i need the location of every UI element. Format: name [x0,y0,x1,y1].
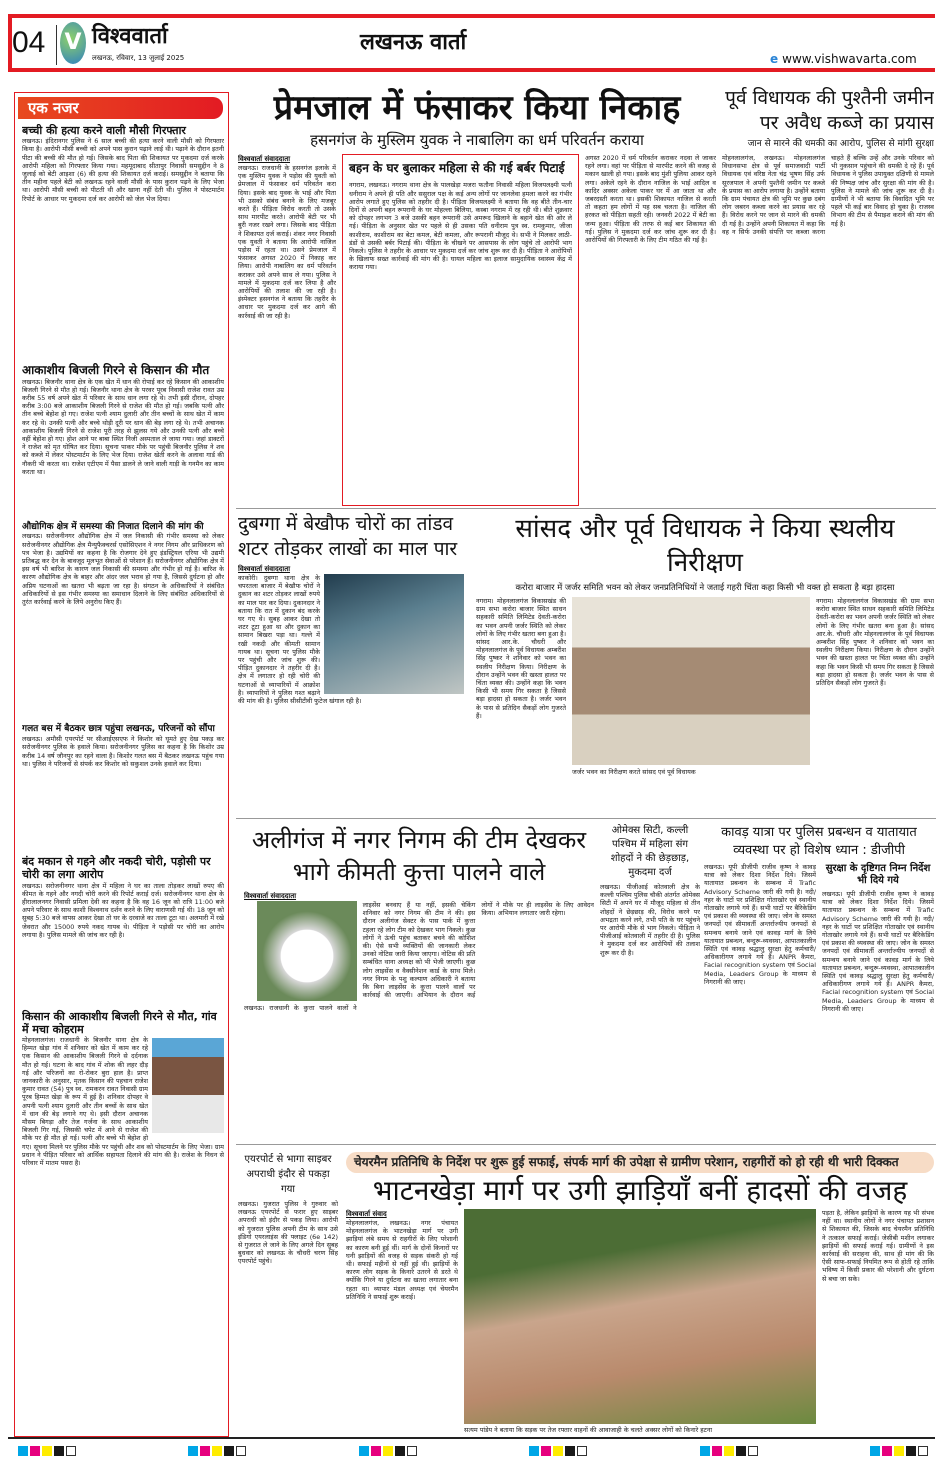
inspection-photo [572,597,810,765]
kawad-headline: कावड़ यात्रा पर पुलिस प्रबन्धन व यातायात व्यवस्था पर हो विशेष ध्यान : डीजीपी [721,825,917,858]
box-body: नगराम, लखनऊ। नगराम थाना क्षेत्र के पालखेड़ा मजरा फतौना निवासी महिला विजयलक्ष्मी पत्नी धनीराम ने अपने ही पति और ससुराल पक्ष के कई अन्य लोगों पर जानलेवा हमला करने का गंभीर आरोप लगाते हुए पुलिस को तहरीर दी है। पीड़िता विजयलक्ष्मी ने बताया कि वह बीते तीन-चार दिनों से अपनी बहन रूपरानी के घर मोहल्ला बिलिया, कस्बा नगराम में रह रही थी। बीते शुक्रवार को दोपहर लगभग 3 बजे उसकी बहन रूपरानी उसे अमरूद खिलाने के बहाने खेत की ओर ले गई। पीड़िता के अनुसार खेत पर पहले से ही उसका पति धनीराम पुत्र स्व. रामकुमार, जीजा काशीराम, काशीराम का बेटा कमल, बेटी कमला, और रूपरानी मौजूद थे। सभी ने मिलकर लाठी-डंडों से उसकी बर्बर पिटाई की। पीड़िता के चीखने पर आसपास के लोग पहुंचे तो आरोपी भाग निकले। पुलिस ने तहरीर के आधार पर मुकदमा दर्ज कर जांच शुरू कर दी है। पीड़िता ने आरोपियों के खिलाफ सख्त कार्रवाई की मांग की है। घायल महिला का इलाज सामुदायिक स्वास्थ्य केंद्र में कराया गया। [349,181,572,272]
theft-story [238,512,464,814]
theft-story-headline: दुबग्गा में बेखौफ चोरों का तांडव शटर तोड़कर लाखों का माल पार [238,513,458,560]
story-body: मोहनलालगंज। राजधानी के बिजनौर थाना क्षेत्र के हिम्मत खेड़ा गांव में शनिवार को खेत में काम कर रहे एक किसान की आकाशीय बिजली गिरने से दर्दनाक मौत हो गई। घटना के बाद गांव में शोक की लहर दौड़ गई और परिजनों का रो-रोकर बुरा हाल है। प्राप्त जानकारी के अनुसार, मृतक किसान की पहचान राजेश कुमार रावत (54) पुत्र स्व. रामकरन रावत निवासी ग्राम पूरब हिम्मत खेड़ा के रूप में हुई है। शनिवार दोपहर वे अपनी पत्नी श्याम दुलारी और तीन बच्चों के साथ खेत में धान की बेड़ लगाने गए थे। इसी दौरान अचानक मौसम बिगड़ा और तेज गर्जना के साथ आकाशीय बिजली गिर गई, जिसकी चपेट में आने से राजेश की मौके पर ही मौत हो गई। पत्नी और बच्चे भी बेहोश हो गए। सूचना मिलने पर पुलिस मौके पर पहुंची और शव को पोस्टमार्टम के लिए भेजा। ग्राम प्रधान ने पीड़ित परिवार को आर्थिक सहायता दिलाने की मांग की है। राजेश के निधन से परिवार में मातम पसरा है। [22,1035,224,1167]
harass-story [600,824,700,1140]
sidebar-story [22,1006,224,1432]
road-body: मोहनलालगंज, लखनऊ। नगर पंचायत मोहनलालगंज के भाटनखेड़ा मार्ग पर उगी झाड़ियां लंबे समय से राहगीरों के लिए परेशानी का कारण बनी हुई थीं। मार्ग के दोनों किनारों पर घनी झाड़ियों की वजह से सड़क संकरी हो गई थी। सफाई महीनों से नहीं हुई थी। झाड़ियों के कारण लोग सड़क के किनारे उतरने से डरते थे क्योंकि गिरने या दुर्घटना का खतरा लगातार बना रहता था। व्यापार मंडल अध्यक्ष एवं चेयरमैन प्रतिनिधि ने सफाई शुरू कराई। [346,1219,458,1301]
land-story [722,86,934,506]
byline: विश्ववार्ता संवाददाता [244,892,297,900]
story-headline: औद्योगिक क्षेत्र में समस्या की निजात दिलाने की मांग की [22,521,204,532]
farmer-photo [152,1038,224,1133]
shop-photo [324,574,464,694]
cmyk-mark [359,1446,417,1456]
box-headline: बहन के घर बुलाकर महिला से की गई बर्बर पिटाई [349,161,565,175]
harass-headline: ओमेक्स सिटी, कल्ली पश्चिम में महिला संग शोहदों ने की छेड़छाड़, मुकदमा दर्ज [610,825,690,878]
road-story [346,1152,934,1434]
kawad-body: लखनऊ। यूपी डीजीपी राजीव कृष्ण ने कावड़ यात्रा को लेकर दिशा निर्देश दिये। जिसमें यातायात प्रबन्धन के सम्बन्ध में Trafic Advisory Scheme जारी की गयी है। नदी/नहर के घाटों पर प्रशिक्षित गोताखोर एवं स्थानीय गोताखोर लगाये गये हैं। सभी घाटों पर बैरिकेडिंग एवं प्रकाश की व्यवस्था की जाए। जोन के समस्त जनपदों एवं सीमावर्ती अन्तर्राज्यीय जनपदों से समन्वय बनाये जाने एवं कावड़ मार्ग के लिये यातायात प्रबन्धन, बन्दुरू-व्यवस्था, आपातकालीन स्थिति एवं कावड़ श्रद्धालु सुरक्षा हेतु कर्मचारी/अधिकारीगण लगाये गये हैं। ANPR कैमरा, Facial recognition system एवं Social Media, Leaders Group के माध्यम से निगरानी की जाए। [704,863,816,986]
sidebar-story [22,720,224,851]
divider [236,818,936,819]
inspection-headline: सांसद और पूर्व विधायक ने किया स्थलीय निरीक्षण [515,514,895,578]
cmyk-mark [188,1446,246,1456]
globe-icon: e [770,52,779,66]
sidebar-story [22,359,224,517]
inspection-caption: जर्जर भवन का निरीक्षण करते सांसद एवं पूर्व विधायक [572,768,696,776]
brand-logo-icon: V [60,22,86,64]
top-story-col3: अगस्त 2020 में धर्म परिवर्तन कराकर नदवा ले जाकर रहने लगा। वहां पर पीड़िता से मारपीट करने की वजह से मकान खाली हो गया। इसके बाद मुंशी पुलिया आकर रहने लगा। अकेले रहने के दौरान नाजिल के भाई आदिल व कादिर अक्सर अकेला पाकर घर में आ जाता था और जबरदस्ती करता था। इसकी शिकायत नाजिल से करती तो कहता हम लोगों में यह सब चलता है। नाजिल की हरकत को पीड़िता सहती रही। जनवरी 2022 में बेटी का जन्म हुआ। पीड़िता की तरफ से कई बार शिकायत की गई। पुलिस ने मुकदमा दर्ज कर जांच शुरू कर दी है। आरोपियों की गिरफ्तारी के लिए टीम गठित की गई है। [585,154,716,245]
website-link[interactable] [770,52,917,66]
airport-body: लखनऊ। गुजरात पुलिस ने गुरुवार को लखनऊ एयरपोर्ट से फरार हुए साइबर अपराधी को इंदौर से पकड़ लिया। आरोपी को गुजरात पुलिस अपनी टीम के साथ उसे इंडिगो एयरलाइंस की फ्लाइट (6e 142) से गुजरात ले जाने के लिए अगले दिन सुबह बुधवार को लखनऊ के चौधरी चरण सिंह एयरपोर्ट पहुंचे। [238,1200,338,1266]
sidebar-story [22,851,224,1005]
story-body: लखनऊ। सरोजनीनगर औद्योगिक क्षेत्र में जल निकासी की गंभीर समस्या को लेकर सरोजनीनगर औद्योगिक क्षेत्र मैन्युफैक्चरर्स एसोसिएशन ने नगर निगम और प्राधिकरण को पत्र भेजा है। उद्यमियों का कहना है कि रोजगार देने हुए इंडस्ट्रियल एरिया भी उद्यमी प्रतिबद्ध कर देन के बावजूद मूलभूत सेवाओं से परेशान हैं। सरोजनीनगर औद्योगिक क्षेत्र में इस वर्ष भी बारिश के कारण जल निकासी की समस्या और गंभीर हो गई है। बारिश के कारण औद्योगिक क्षेत्र के बाहर और अंदर जल भराव हो गया है, जिससे दुर्घटना हो और अप्रिय घटनाओं का खतरा भी बढ़ता जा रहा है। संगठन के अधिकारियों ने संबंधित अधिकारियों से इस गंभीर समस्या का समाधान दिलाने के लिए संबंधित अधिकारियों से तुरंत कार्रवाई करने के लिये अनुरोध किए हैं। [22,532,224,606]
kawad-body-cont: लखनऊ। यूपी डीजीपी राजीव कृष्ण ने कावड़ यात्रा को लेकर दिशा निर्देश दिये। जिसमें यातायात प्रबन्धन के सम्बन्ध में Trafic Advisory Scheme जारी की गयी है। नदी/नहर के घाटों पर प्रशिक्षित गोताखोर एवं स्थानीय गोताखोर लगाये गये हैं। सभी घाटों पर बैरिकेडिंग एवं प्रकाश की व्यवस्था की जाए। जोन के समस्त जनपदों एवं सीमावर्ती अन्तर्राज्यीय जनपदों से समन्वय बनाये जाने एवं कावड़ मार्ग के लिये यातायात प्रबन्धन, बन्दुरू-व्यवस्था, आपातकालीन स्थिति एवं कावड़ श्रद्धालु सुरक्षा हेतु कर्मचारी/अधिकारीगण लगाये गये हैं। ANPR कैमरा, Facial recognition system एवं Social Media, Leaders Group के माध्यम से निगरानी की जाए। [822,890,934,1013]
page-number: 04 [12,26,46,59]
story-body: लखनऊ। अमौसी एयरपोर्ट पर सीआईएसएफ ने किशोर को घूमते हुए देख पकड़ कर सरोजनीनगर पुलिस के हवाले किया। सरोजनीनगर पुलिस का कहना है कि किशोर उम्र करीब 14 वर्ष जौनपुर का रहने वाला है। किशोर गलत बस में बैठकर लखनऊ पहुंच गया था। पुलिस ने परिजनों से संपर्क कर किशोर को सकुशल उनके हवाले कर दिया। [22,735,224,768]
story-body: लखनऊ। सरोजनीनगर थाना क्षेत्र में महिला ने घर का ताला तोड़कर लाखों रुपए की कीमत के गहने और नगदी चोरी करने की रिपोर्ट कराई दर्ज। सरोजनीनगर थाना क्षेत्र के हीरालालनगर निवासी प्रमिला देवी का कहना है कि वह 16 जून को रात्रि 11:00 बजे अपने परिवार के साथ काशी विश्वनाथ दर्शन करने के लिए वाराणसी गई थी। 18 जून को सुबह 5:30 बजे वापस आकर देखा तो घर के दरवाजे का ताला टूटा था। अलमारी में रखे जेवरात और 15000 रुपये नकद गायब थे। पीड़िता ने पड़ोसी पर चोरी का आरोप लगाया है। पुलिस मामले की जांच कर रही है। [22,881,224,939]
cmyk-mark [529,1446,587,1456]
divider [236,508,936,509]
story-headline: बच्ची की हत्या करने वाली मौसी गिरफ्तार [22,124,186,137]
inspection-subhead: करोरा बाजार में जर्जर समिति भवन को लेकर जनप्रतिनिधियों ने जताई गहरी चिंता कहा किसी भी वक्त हो सकता है बड़ा हादसा [515,582,895,592]
dog-photo [257,901,357,1001]
top-story [238,86,716,506]
story-body: लखनऊ। बिजनौर थाना क्षेत्र के एक खेत में धान की रोपाई कर रहे किसान की आकाशीय बिजली गिरने से मौत हो गई। बिजनौर थाना क्षेत्र के परवर पूरब निवासी राजेश रावत उम्र करीब 55 वर्ष अपने खेत में परिवार के साथ धान लगा रहे थे। तभी इसी दौरान, दोपहर करीब 3:00 बजे आकाशीय बिजली गिरने से राजेश की मौत हो गई। जबकि पत्नी और तीन बच्चे बेहोश हो गए। राजेश पत्नी श्याम दुलारी और तीन बच्चों के साथ खेत में काम कर रहे थे। उनकी पत्नी और बच्चे थोड़ी दूरी पर धान की बेड़ लगा रहे थे। तभी अचानक आकाशीय बिजली गिरने से राजेश पूरी तरह से झुलस गये और उनकी पत्नी और बच्चे वहीं बेहोश हो गए। होश आने पर बाबा स्थित निजी अस्पताल ले जाया गया। जहां डाक्टरों ने राजेश को मृत घोषित कर दिया। सूचना पाकर मौके पर पहुंची बिजनौर पुलिस ने शव को कब्जे में लेकर पोस्टमार्टम के लिए भेज दिया। राजेश खेती करने के अलावा गार्ड की नौकरी भी करता था। राजेश एटीएम में पैसा डालने ले जाने वाली गाड़ी के गनमैन का काम करता था। [22,377,224,476]
brand-name: विश्ववार्ता [92,24,168,49]
land-story-headline: पूर्व विधायक की पुश्तैनी जमीन पर अवैध कब्जे का प्रयास [725,87,934,134]
road-banner: चेयरमैन प्रतिनिधि के निर्देश पर शुरू हुई सफाई, संपर्क मार्ग की उपेक्षा से ग्रामीण परेशान, राहगीरों को हो रही थी भारी दिक्कत [346,1152,934,1173]
registration-marks [18,1446,928,1456]
harass-body: लखनऊ। पीजीआई कोतवाली क्षेत्र के कल्ली पश्चिम पुलिस चौकी अंतर्गत ओमेक्स सिटी में अपने घर में मौजूद महिला से तीन शोहदों ने छेड़छाड़ की, विरोध करने पर अभद्रता करने लगे, तभी पति के घर पहुंचने पर आरोपी मौके से भाग निकले। पीड़िता ने पीजीआई कोतवाली में तहरीर दी है। पुलिस ने मुकदमा दर्ज कर आरोपियों की तलाश शुरू कर दी है। [600,883,700,957]
story-headline: बंद मकान से गहने और नकदी चोरी, पड़ोसी पर चोरी का लगा आरोप [22,855,211,882]
dateline: लखनऊ, रविवार, 13 जुलाई 2025 [92,54,185,62]
road-body-right: पड़ता है, लेकिन झाड़ियों के कारण यह भी संभव नहीं था। स्थानीय लोगों ने नगर पंचायत प्रशासन से शिकायत की, जिसके बाद चेयरमैन प्रतिनिधि ने तत्काल सफाई कराई। जेसीबी मशीन लगाकर झाड़ियों की सफाई कराई गई। ग्रामीणों ने इस कार्रवाई की सराहना की, साथ ही मांग की कि ऐसी साफ-सफाई नियमित रूप से होती रहे ताकि भविष्य में किसी प्रकार की परेशानी और दुर्घटना से बचा जा सके। [822,1209,934,1283]
story-body: लखनऊ। इंदिरानगर पुलिस ने 6 साल बच्ची की हत्या करने वाली मौसी को गिरफ्तार किया है। आरोपी मौसी बच्ची को अपने पास कुरान पढ़ाने लाई थी। पढ़ाने के दौरान इतनी पीटा की बच्ची की मौत हो गई। जिसके बाद पिता की शिकायत पर मुकदमा दर्ज करके आरोपी महिला को गिरफ्तार किया गया। महमूदाबाद सीतापुर निवासी समसुद्दीन ने 8 जुलाई को बेटी आइशा (6) की हत्या की शिकायत दर्ज कराई। समसुद्दीन ने बताया कि तीन महीना पहले बेटी को लखनऊ रहने वाली मौसी के पास कुरान पढ़ने के लिए भेजा था। आरोपी मौसी बच्ची को पीटती थी और खाना नहीं देती थी। पुलिस ने पोस्टमार्टम रिपोर्ट के आधार पर मुकदमा दर्ज कर आरोपी को जेल भेज दिया। [22,137,224,203]
story-headline: आकाशीय बिजली गिरने से किसान की मौत [22,363,210,378]
inspection-story [476,512,934,814]
road-photo [464,1209,816,1424]
cmyk-mark [700,1446,758,1456]
theft-story-body: काकोरी। दुबग्गा थाना क्षेत्र के चपरतला बाजार में बेखौफ चोरों ने दुकान का शटर तोड़कर लाखों रुपये का माल पार कर दिया। दुकानदार ने बताया कि रात में दुकान बंद करके घर गए थे। सुबह आकर देखा तो शटर टूटा हुआ था और दुकान का सामान बिखरा पड़ा था। गल्ले में रखी नकदी और कीमती सामान गायब था। सूचना पर पुलिस मौके पर पहुंची और जांच शुरू की। पीड़ित दुकानदार ने तहरीर दी है। क्षेत्र में लगातार हो रही चोरी की घटनाओं से व्यापारियों में आक्रोश है। व्यापारियों ने पुलिस गश्त बढ़ाने की मांग की है। पुलिस सीसीटीवी फुटेज खंगाल रही है। [238,574,464,814]
dog-story [244,824,594,1140]
kawad-subhead: सुरक्षा के दृष्टिगत निम्न निर्देश भी दिये गये [825,863,931,886]
byline: विश्ववार्ता संवाददाता [238,565,291,573]
top-story-headline: प्रेमजाल में फंसाकर किया निकाह [273,88,681,128]
kawad-story [704,824,934,1140]
road-headline: भाटनखेड़ा मार्ग पर उगी झाड़ियाँ बनीं हादसों की वजह [372,1174,908,1207]
sidebar-story [22,518,224,721]
top-story-col1: लखनऊ। राजधानी के हसनगंज इलाके में एक मुस्लिम युवक ने पड़ोस की युवती को प्रेमजाल में फंसाकर धर्म परिवर्तन करा दिया। इसके बाद युवक के भाई और पिता भी उसको संबंध बनाने के लिए मजबूर करते हैं। पीड़िता विरोध करती तो उसके साथ मारपीट करते। आरोपी बेटी पर भी बुरी नजर रखने लगा। जिसके बाद पीड़िता ने शिकायत दर्ज कराई। शंकर नगर निवासी एक युवती ने बताया कि आरोपी नाजिल पड़ोस में रहता था। उसने प्रेमजाल में फंसाकर अगस्त 2020 में निकाह कर लिया। आरोपी नाबालिग का धर्म परिवर्तन कराकर उसे अपने साथ ले गया। पुलिस ने मामले में मुकदमा दर्ज कर लिया है और आरोपियों की तलाश की जा रही है। इंस्पेक्टर हसनगंज ने बताया कि तहरीर के आधार पर मुकदमा दर्ज कर आगे की कार्रवाई की जा रही है। [238,164,336,320]
dog-story-body: लखनऊ। राजधानी के कुत्ता पालने वालों ने लाइसेंस बनवाए हैं या नहीं, इसकी चेकिंग शनिवार को नगर निगम की टीम ने की। इस दौरान अलीगंज सेक्टर के पास पार्क में कुत्ता टहला रहे लोग टीम को देखकर भाग निकले। कुछ लोगों ने ऊंची पहुंच बताकर बचने की कोशिश की। ऐसे सभी व्यक्तियों की जानकारी लेकर उनको नोटिस जारी किया जाएगा। नोटिस की प्रति सम्बंधित थाना अध्यक्ष को भी भेजी जाएगी। कुछ लोग लाइसेंस व वैक्सीनेशन कार्ड के साथ मिले। नगर निगम के पशु कल्याण अधिकारी ने बताया कि बिना लाइसेंस के कुत्ता पालने वालों पर कार्रवाई की जाएगी। अभियान के दौरान कई लोगों ने मौके पर ही लाइसेंस के लिए आवेदन किया। अभियान लगातार जारी रहेगा। [244,901,594,1012]
inspection-body-right: नगराम। मोहनलालगंज विकासखंड की ग्राम सभा करोरा बाजार स्थित साधन सहकारी समिति लिमिटेड देवती-करोरा का भवन अपनी जर्जर स्थिति को लेकर लोगों के लिए गंभीर खतरा बना हुआ है। सांसद आर.के. चौधरी और मोहनलालगंज के पूर्व विधायक अम्बरीश सिंह पुष्कर ने शनिवार को भवन का स्थलीय निरीक्षण किया। निरीक्षण के दौरान उन्होंने भवन की खस्ता हालत पर चिंता व्यक्त की। उन्होंने कहा कि भवन किसी भी समय गिर सकता है जिससे बड़ा हादसा हो सकता है। जर्जर भवन के पास से प्रतिदिन सैकड़ों लोग गुजरते हैं। [816,597,934,688]
airport-headline: एयरपोर्ट से भागा साइबर अपराधी इंदौर से पकड़ा गया [244,1154,332,1195]
airport-story [238,1152,338,1434]
footer-rule [8,1437,935,1439]
land-story-body: मोहनलालगंज, लखनऊ। मोहनलालगंज विधानसभा क्षेत्र से पूर्व समाजवादी पार्टी विधायक एवं वरिष्ठ नेता चंद्र भूषण सिंह उर्फ सूरजपाल ने अपनी पुश्तैनी जमीन पर कब्जे के प्रयास का आरोप लगाया है। उन्होंने बताया कि ग्राम पंचायत क्षेत्र की भूमि पर कुछ दबंग लोग जबरन कब्जा करने का प्रयास कर रहे हैं। विरोध करने पर जान से मारने की धमकी दी गई है। उन्होंने अपनी शिकायत में कहा कि वह न सिर्फ उनकी संपत्ति पर कब्जा करना चाहते हैं बल्कि उन्हें और उनके परिवार को भी नुकसान पहुंचाने की धमकी दे रहे हैं। पूर्व विधायक ने पुलिस उपायुक्त दक्षिणी से मामले की निष्पक्ष जांच और सुरक्षा की मांग की है। पुलिस ने मामले की जांच शुरू कर दी है। ग्रामीणों ने भी बताया कि विवादित भूमि पर पहले भी कई बार विवाद हो चुका है। राजस्व विभाग की टीम से पैमाइश कराने की मांग की गई है। [722,154,934,236]
story-headline: गलत बस में बैठकर छात्र पहुंचा लखनऊ, परिजनों को सौंपा [22,724,215,735]
website-url: www.vishwavarta.com [782,52,917,66]
byline: विश्ववार्ता संवाद [346,1210,387,1218]
byline: विश्ववार्ता संवाददाता [238,155,291,163]
cmyk-mark [870,1446,928,1456]
boxed-story [342,154,579,506]
sidebar-story [22,124,224,359]
divider [236,1144,936,1145]
story-headline: किसान की आकाशीय बिजली गिरने से मौत, गांव में मचा कोहराम [22,1009,217,1036]
top-story-subhead: हसनगंज के मुस्लिम युवक ने नाबालिग का धर्म परिवर्तन कराया [310,131,644,149]
inspection-body: नगराम। मोहनलालगंज विकासखंड की ग्राम सभा करोरा बाजार स्थित साधन सहकारी समिति लिमिटेड देवती-करोरा का भवन अपनी जर्जर स्थिति को लेकर लोगों के लिए गंभीर खतरा बना हुआ है। सांसद आर.के. चौधरी और मोहनलालगंज के पूर्व विधायक अम्बरीश सिंह पुष्कर ने शनिवार को भवन का स्थलीय निरीक्षण किया। निरीक्षण के दौरान उन्होंने भवन की खस्ता हालत पर चिंता व्यक्त की। उन्होंने कहा कि भवन किसी भी समय गिर सकता है जिससे बड़ा हादसा हो सकता है। जर्जर भवन के पास से प्रतिदिन सैकड़ों लोग गुजरते हैं। [476,597,566,720]
sidebar-title: एक नजर [18,97,223,119]
road-caption: सत्यम पांडेय ने बताया कि सड़क पर तेज रफ्तार वाहनों की आवाजाही के चलते अक्सर लोगों को किनारे हटना [464,1425,713,1434]
sidebar-stories [22,124,224,1432]
land-story-subhead: जान से मारने की धमकी का आरोप, पुलिस से मांगी सुरक्षा [747,139,934,149]
divider [56,25,57,65]
dog-story-headline: अलीगंज में नगर निगम की टीम देखकर भागे कीमती कुत्ता पालने वाले [251,826,587,886]
section-title: लखनऊ वार्ता [360,30,467,55]
cmyk-mark [18,1446,76,1456]
